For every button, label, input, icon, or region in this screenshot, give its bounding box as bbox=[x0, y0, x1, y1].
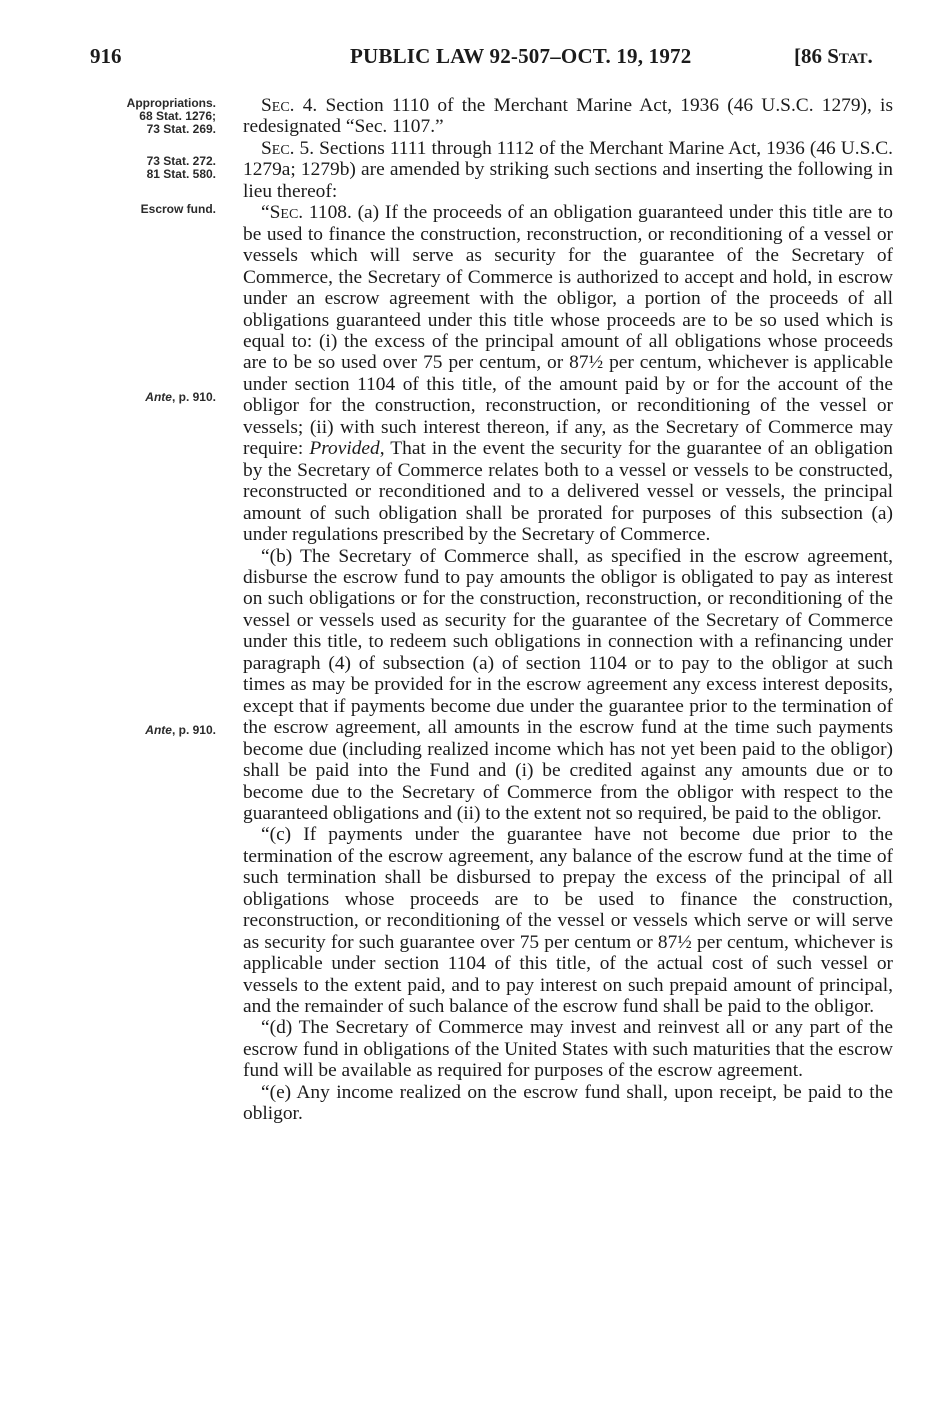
law-body-text bbox=[243, 95, 893, 1125]
margin-note-page: , p. 910. bbox=[171, 390, 216, 404]
margin-note-line: 73 Stat. 272. bbox=[146, 154, 216, 168]
paragraph-text: “(c) If payments under the guarantee have not become due prior to the termination of the escrow agreement, any balance of the escrow fund at the time of such termination shall be disbursed to prepay the excess of the principal of all obligations whose proceeds are to be used to finance the construction, reconstruction, or reconditioning of the vessel or vessels which serve or will serve as security for such guarantee over 75 per centum or 87½ per centum, whichever is applicable under section 1104 of this title, of the actual cost of such vessel or vessels to the extent paid, and to pay interest on such prepaid amount of principal, and the remainder of such balance of the escrow fund shall be paid to the obligor. bbox=[243, 824, 893, 1018]
paragraph-subsection-d bbox=[243, 1017, 893, 1081]
paragraph-text: 5. Sections 1111 through 1112 of the Merchant Marine Act, 1936 (46 U.S.C. 1279a; 1279b) are amended by striking such sections and inserting the following in lieu thereof: bbox=[243, 137, 893, 202]
paragraph-subsection-e bbox=[243, 1082, 893, 1125]
margin-note-ante: Ante bbox=[145, 723, 172, 737]
paragraph-text: “(e) Any income realized on the escrow fund shall, upon receipt, be paid to the obligor. bbox=[243, 1081, 893, 1125]
provided-italic: Provided bbox=[309, 438, 380, 460]
paragraph-sec-5 bbox=[243, 138, 893, 202]
margin-note-ante-2 bbox=[86, 724, 216, 737]
paragraph-sec-4 bbox=[243, 95, 893, 138]
paragraph-text: 4. Section 1110 of the Merchant Marine Act, 1936 (46 U.S.C. 1279), is redesignated “Sec. 1107.” bbox=[243, 95, 893, 138]
section-label: Sec. bbox=[261, 95, 295, 116]
paragraph-sec-1108-a bbox=[243, 202, 893, 545]
page-number: 916 bbox=[90, 44, 122, 68]
statute-volume bbox=[794, 44, 873, 69]
paragraph-text-continued: , That in the event the security for the guarantee of an obligation by the Secretary of Commerce relates both to a vessel or vessels to be constructed, reconstructed or reconditioned and to a delivered vessel or vessels, the principal amount of such obligation shall be prorated for purposes of this subsection (a) under regulations prescribed by the Secretary of Commerce. bbox=[243, 438, 894, 546]
margin-note-ante-1 bbox=[86, 391, 216, 404]
margin-note-line: 81 Stat. 580. bbox=[146, 167, 216, 181]
statute-word: Stat. bbox=[827, 44, 873, 68]
statute-prefix: [86 bbox=[794, 44, 828, 68]
margin-note-appropriations bbox=[86, 97, 216, 136]
margin-note-line: 68 Stat. 1276; bbox=[139, 109, 216, 123]
paragraph-subsection-b bbox=[243, 546, 893, 825]
paragraph-text: “(b) The Secretary of Commerce shall, as specified in the escrow agreement, disburse the escrow fund to pay amounts the obligor is obligated to pay as interest on such obligations or for the construction, reconstruction, or reconditioning of the vessel or vessels used as security for the guarantee of the Secretary of Commerce under this title, to redeem such obligations in connection with a refinancing under paragraph (4) of subsection (a) of section 1104 or to pay to the obligor at such times as may be provided for in the escrow agreement any excess interest deposits, except that if payments become due under the guarantee prior to the termination of the escrow agreement, all amounts in the escrow fund at the time such payments become due (including realized income which has not yet been paid to the obligor) shall be paid into the Fund and (i) be credited against any amounts due or to become due to the Secretary of Commerce from the obligor with respect to the guaranteed obligations and (ii) to the extent not so required, be paid to the obligor. bbox=[243, 545, 893, 824]
paragraph-text: “(d) The Secretary of Commerce may invest and reinvest all or any part of the escrow fund in obligations of the United States with such maturities that the escrow fund will be available as required for purposes of the escrow agreement. bbox=[243, 1017, 893, 1082]
margin-note-line: Escrow fund. bbox=[140, 202, 216, 216]
paragraph-text: 1108. (a) If the proceeds of an obligation guaranteed under this title are to be used to finance the construction, reconstruction, or reconditioning of a vessel or vessels which will serve as security for the guarantee of the Secretary of Commerce, the Secretary of Commerce is authorized to accept and hold, in escrow under an escrow agreement with the obligor, a portion of the proceeds of all obligations guaranteed under this title whose proceeds are to be so used which is equal to: (i) the excess of the principal amount of all obligations whose proceeds are to be so used over 75 per centum, or 87½ per centum, whichever is applicable under section 1104 of this title, of the amount paid by or for the account of the obligor for the construction, reconstruction, or reconditioning of the vessel or vessels; (ii) with such interest thereon, if any, as the Secretary of Commerce may require: bbox=[243, 202, 893, 460]
margin-note-line: Appropriations. bbox=[126, 96, 216, 110]
margin-note-stat-references bbox=[86, 155, 216, 181]
running-title: PUBLIC LAW 92-507–OCT. 19, 1972 bbox=[350, 44, 692, 68]
margin-note-page: , p. 910. bbox=[171, 723, 216, 737]
margin-note-escrow-fund bbox=[86, 203, 216, 216]
section-label: Sec. bbox=[261, 137, 295, 159]
paragraph-subsection-c bbox=[243, 824, 893, 1017]
margin-note-line: 73 Stat. 269. bbox=[146, 122, 216, 136]
open-quote: “ bbox=[261, 202, 270, 224]
section-label: Sec. bbox=[269, 202, 304, 224]
margin-note-ante: Ante bbox=[145, 390, 172, 404]
page-header bbox=[0, 44, 946, 78]
